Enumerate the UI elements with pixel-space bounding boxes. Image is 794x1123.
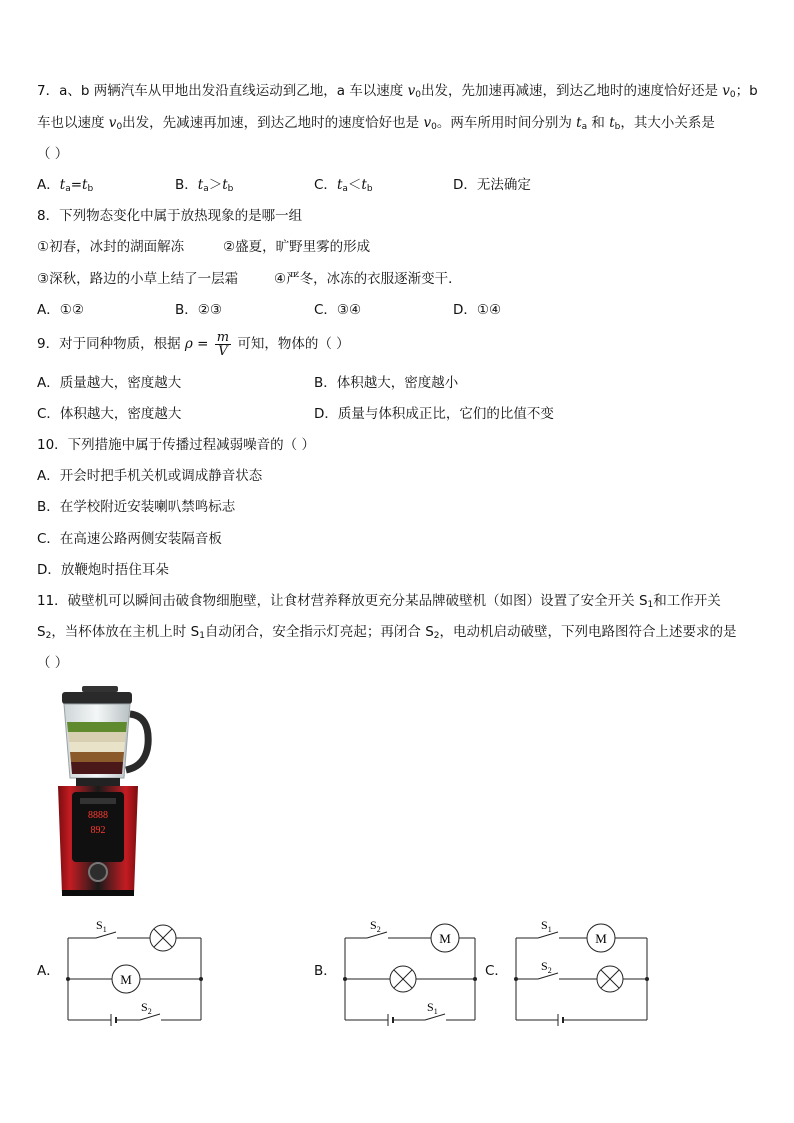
q7-stem-line2: 车也以速度 $v_0$出发，先减速再加速，到达乙地时的速度恰好也是 $v_0$。两车所用时间分别为 $t_a$ 和 $t_b$，其大小关系是 [37,115,715,132]
circuit-a-switch-bottom: $S_2$ [141,1000,152,1016]
circuit-a [60,912,210,1027]
blender-image [50,686,154,898]
circuit-c-switch-top: $S_1$ [541,918,552,934]
q8-item-1: ①初春，冰封的湖面解冻 [37,239,185,255]
q7-option-d[interactable]: D．无法确定 [453,177,531,193]
circuit-c-switch-mid: $S_2$ [541,959,552,975]
q8-option-d[interactable]: D．①④ [453,302,502,318]
q8-option-a[interactable]: A．①② [37,302,84,318]
q10-option-c[interactable]: C．在高速公路两侧安装隔音板 [37,531,222,547]
q10-option-a[interactable]: A．开会时把手机关机或调成静音状态 [37,468,263,484]
q9-stem: 9．对于同种物质，根据 ρ = $\frac{m}{V}$ 可知，物体的（ ） [37,329,350,359]
q9-option-a[interactable]: A．质量越大，密度越大 [37,375,182,391]
q9-option-d[interactable]: D．质量与体积成正比，它们的比值不变 [314,406,554,422]
q8-item-2: ②盛夏，旷野里雾的形成 [223,239,371,255]
q8-option-b[interactable]: B．②③ [175,302,222,318]
q11-stem-line2: $S_2$，当杯体放在主机上时 $S_1$自动闭合，安全指示灯亮起；再闭合 $S_2$，电动机启动破壁，下列电路图符合上述要求的是 [37,624,737,641]
circuit-b-switch-bottom: $S_1$ [427,1000,438,1016]
circuit-c-label[interactable]: C． [485,963,508,979]
density-formula: $\frac{m}{V}$ [216,329,230,359]
circuit-a-label[interactable]: A． [37,963,60,979]
circuit-b-label[interactable]: B． [314,963,337,979]
q7-answer-paren: （ ） [37,146,69,162]
q8-item-4: ④严冬，冰冻的衣服逐渐变干． [274,271,462,287]
q9-option-c[interactable]: C．体积越大，密度越大 [37,406,182,422]
q11-answer-paren: （ ） [37,655,69,671]
blender-display-bottom: 892 [90,825,106,836]
q8-stem: 8．下列物态变化中属于放热现象的是哪一组 [37,208,303,224]
circuit-b [337,912,487,1027]
q7-stem-line1: 7．a、b 两辆汽车从甲地出发沿直线运动到乙地，a 车以速度 $v_0$出发，先加速再减速，到达乙地时的速度恰好还是 $v_0$；b [37,83,758,100]
q10-option-d[interactable]: D．放鞭炮时捂住耳朵 [37,562,169,578]
q7-option-c[interactable]: C．$t_a<t_b$ [314,177,373,194]
q10-stem: 10．下列措施中属于传播过程减弱噪音的（ ） [37,437,315,453]
circuit-c [508,912,658,1027]
circuit-b-switch-top: $S_2$ [370,918,381,934]
q11-stem-line1: 11．破壁机可以瞬间击破食物细胞壁，让食材营养释放更充分某品牌破壁机（如图）设置了安全开关 $S_1$和工作开关 [37,593,721,610]
q10-option-b[interactable]: B．在学校附近安装喇叭禁鸣标志 [37,499,236,515]
circuit-b-motor: M [439,931,451,946]
q8-option-c[interactable]: C．③④ [314,302,362,318]
q7-option-b[interactable]: B．$t_a>t_b$ [175,177,234,194]
q9-option-b[interactable]: B．体积越大，密度越小 [314,375,459,391]
circuit-a-switch-top: $S_1$ [96,918,107,934]
circuit-a-motor: M [120,972,132,987]
circuit-c-motor: M [595,931,607,946]
blender-display-top: 8888 [88,810,108,821]
q8-item-3: ③深秋，路边的小草上结了一层霜 [37,271,239,287]
q7-option-a[interactable]: A．$t_a=t_b$ [37,177,94,194]
